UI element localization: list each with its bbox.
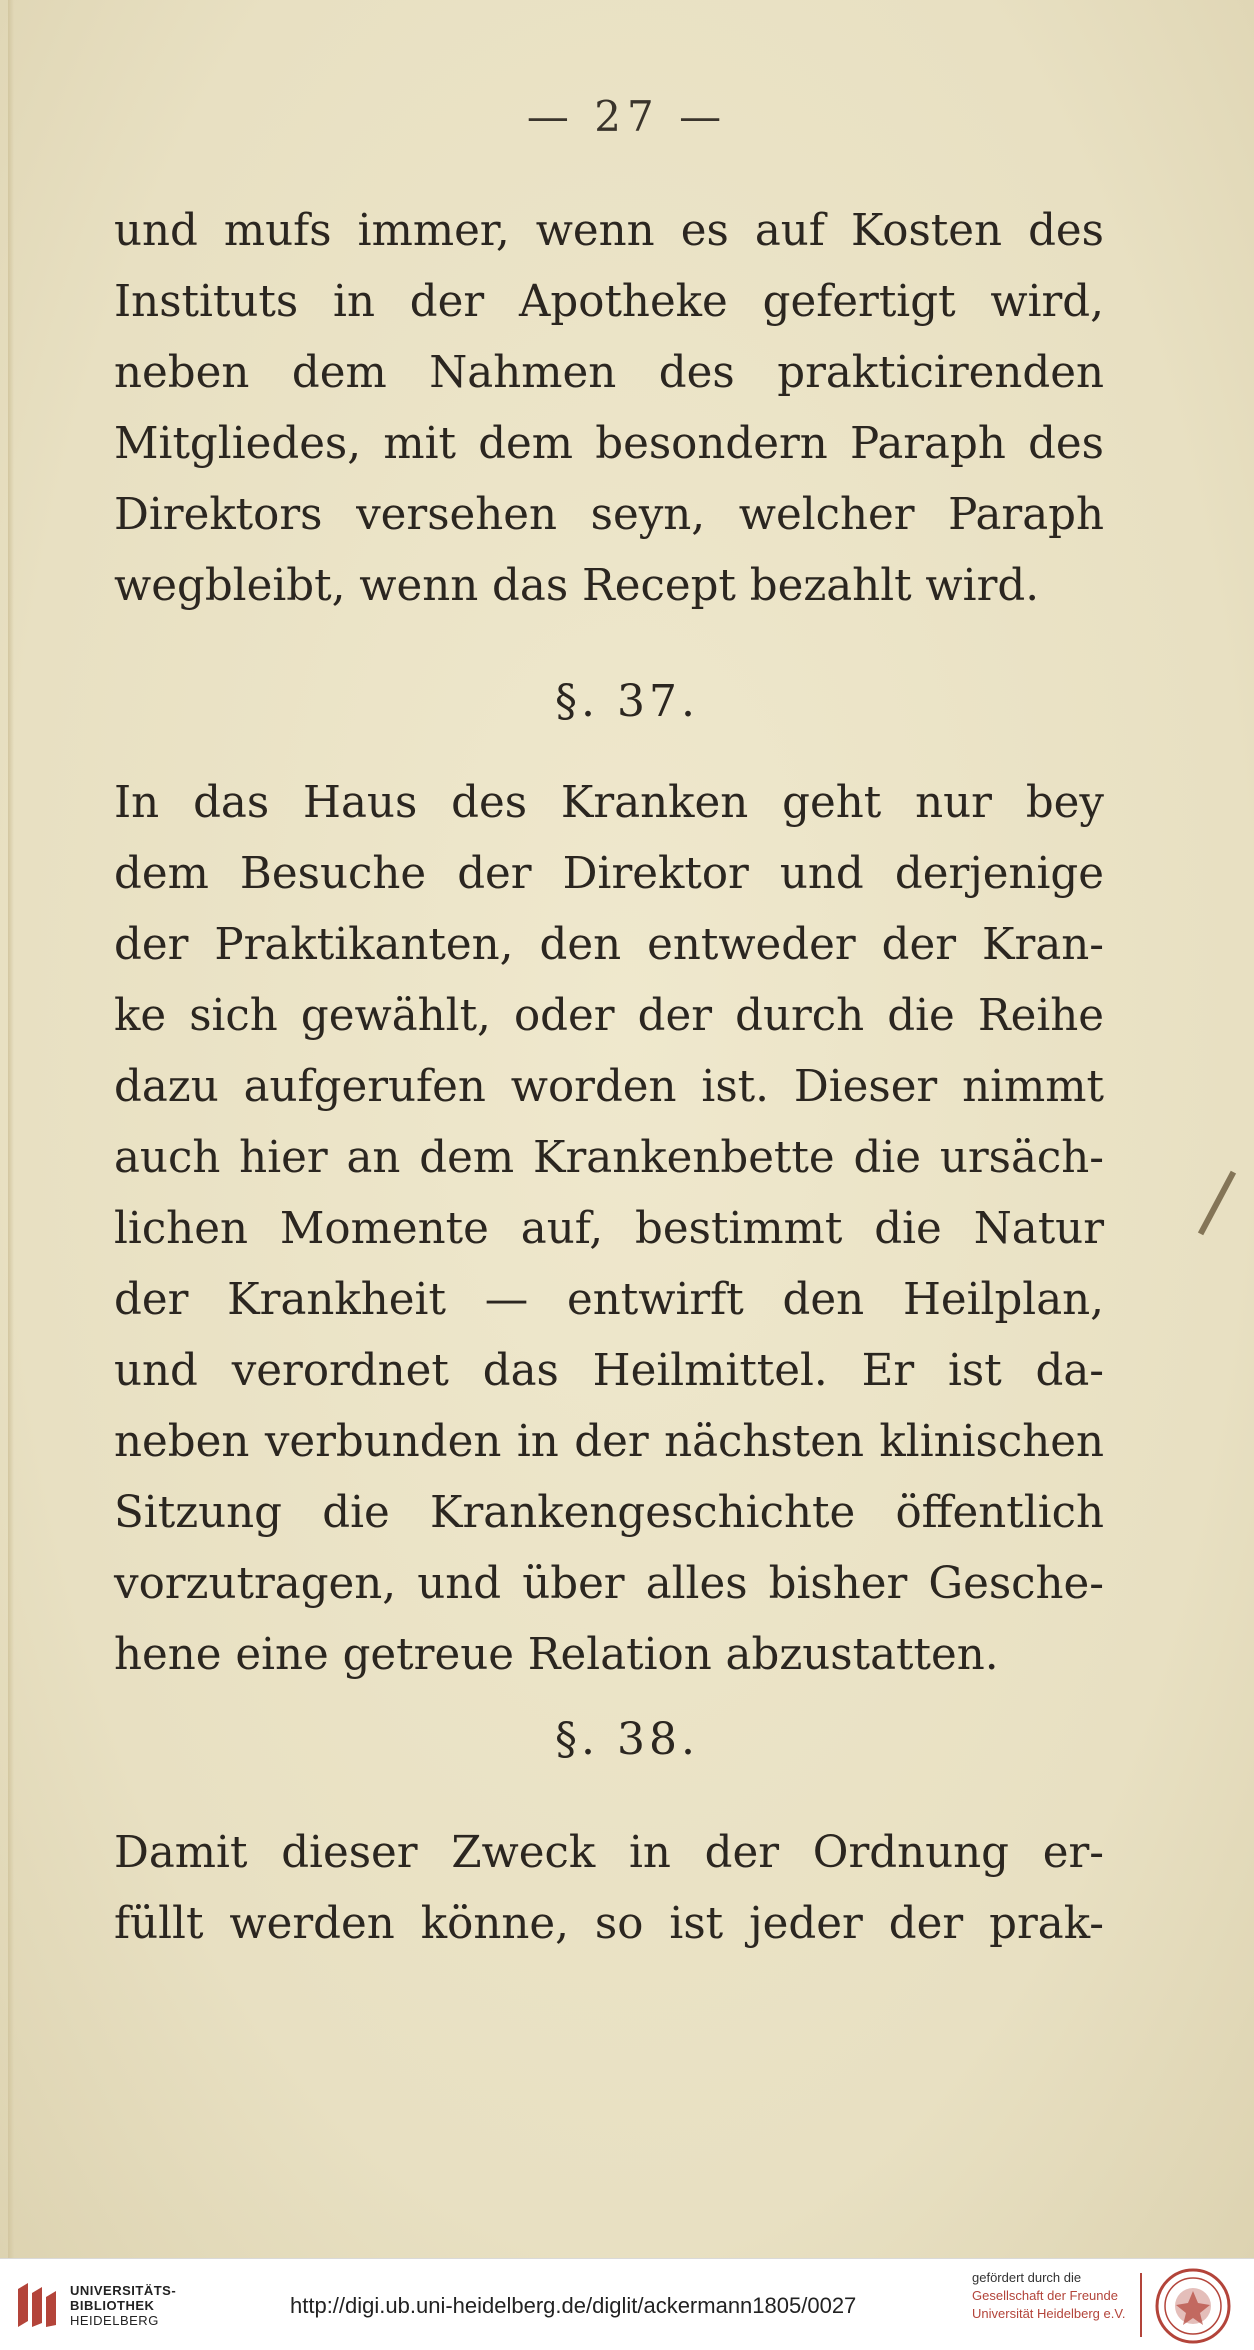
- text-line: hene eine getreue Relation abzustatten.: [114, 1630, 999, 1680]
- margin-pencil-mark: [1198, 1171, 1236, 1236]
- paragraph-2: [114, 768, 1104, 1691]
- text-line: Damit dieser Zweck in der Ordnung er-: [114, 1828, 1104, 1878]
- permalink-url[interactable]: http://digi.ub.uni-heidelberg.de/diglit/ackermann1805/0027: [290, 2293, 857, 2318]
- paragraph-1: [114, 196, 1104, 622]
- text-line: Mitgliedes, mit dem besondern Paraph des: [114, 419, 1104, 469]
- footer-divider: [1140, 2273, 1142, 2337]
- library-name: UNIVERSITÄTS- BIBLIOTHEK HEIDELBERG: [70, 2283, 177, 2328]
- page-header: — 27 —: [526, 92, 728, 141]
- text-line: der Krankheit — entwirft den Heilplan,: [114, 1275, 1104, 1325]
- text-line: Instituts in der Apotheke gefertigt wird,: [114, 277, 1104, 327]
- library-logo-icon: [14, 2279, 58, 2331]
- text-line: dem Besuche der Direktor und derjenige: [114, 849, 1104, 899]
- text-line: auch hier an dem Krankenbette die ursäch-: [114, 1133, 1104, 1183]
- paragraph-3: [114, 1818, 1104, 1960]
- text-line: Sitzung die Krankengeschichte öffentlich: [114, 1488, 1104, 1538]
- text-line: und mufs immer, wenn es auf Kosten des: [114, 206, 1104, 256]
- text-line: neben verbunden in der nächsten klinischen: [114, 1417, 1104, 1467]
- section-heading-37: §. 37.: [555, 676, 699, 727]
- section-heading-38: §. 38.: [555, 1714, 699, 1765]
- text-line: Direktors versehen seyn, welcher Paraph: [114, 490, 1104, 540]
- text-line: dazu aufgerufen worden ist. Dieser nimmt: [114, 1062, 1104, 1112]
- text-line: wegbleibt, wenn das Recept bezahlt wird.: [114, 561, 1040, 611]
- text-line: neben dem Nahmen des prakticirenden: [114, 348, 1104, 398]
- text-line: lichen Momente auf, bestimmt die Natur: [114, 1204, 1104, 1254]
- text-line: füllt werden könne, so ist jeder der prak-: [114, 1899, 1104, 1949]
- text-line: ke sich gewählt, oder der durch die Reihe: [114, 991, 1104, 1041]
- sponsor-note: gefördert durch die Gesellschaft der Freunde Universität Heidelberg e.V.: [972, 2270, 1126, 2321]
- text-line: vorzutragen, und über alles bisher Gesche-: [114, 1559, 1104, 1609]
- text-line: der Praktikanten, den entweder der Kran-: [114, 920, 1104, 970]
- text-line: und verordnet das Heilmittel. Er ist da-: [114, 1346, 1104, 1396]
- footer-bar: [0, 2258, 1254, 2350]
- text-line: In das Haus des Kranken geht nur bey: [114, 778, 1104, 828]
- university-seal-icon: [1154, 2267, 1232, 2345]
